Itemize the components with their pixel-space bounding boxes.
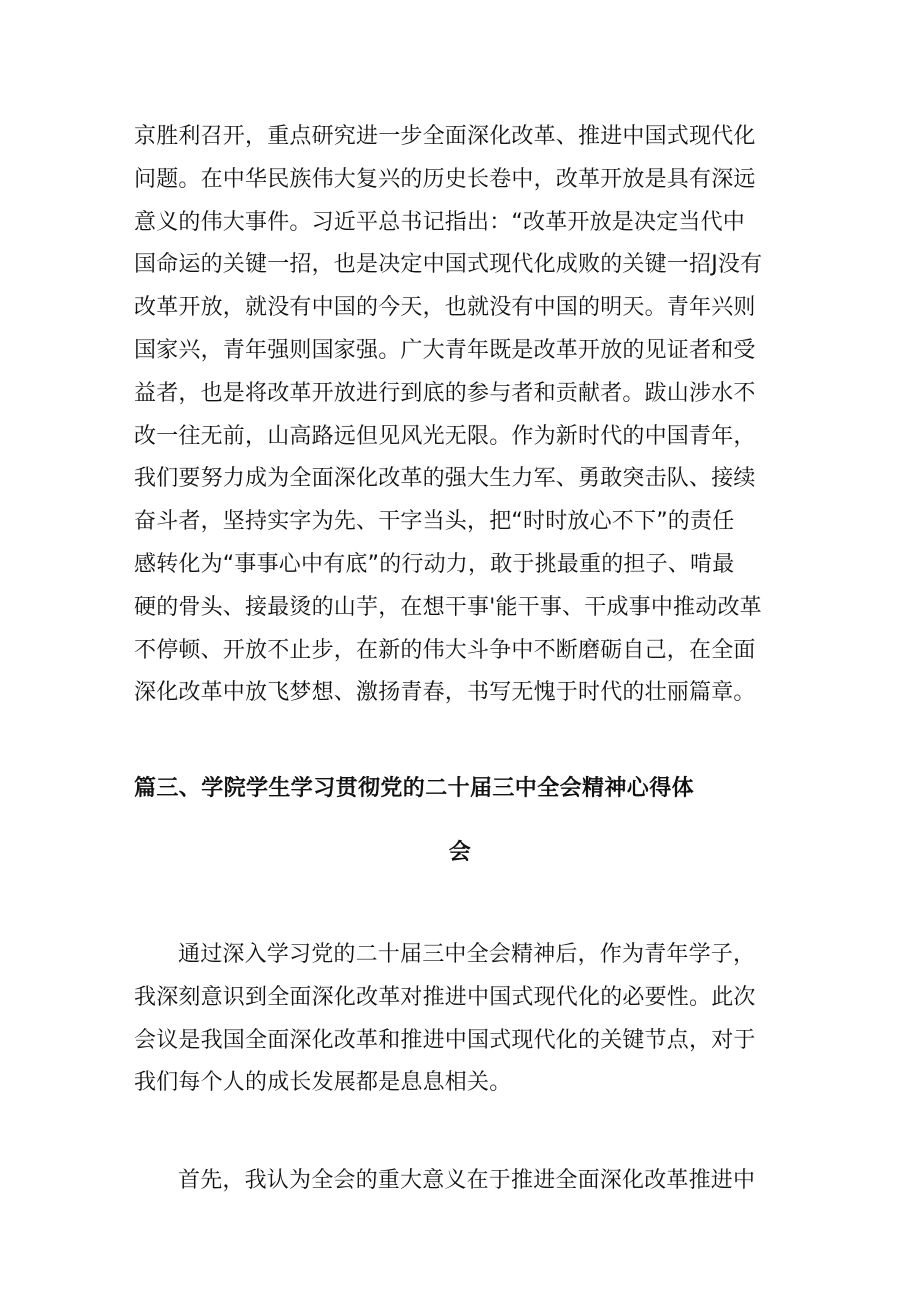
text-line: 我们要努力成为全面深化改革的强大生力军、勇敢突击队、接续 [134,466,756,492]
text-line: 硬的骨头、接最烫的山芋，在想干事'能干事、干成事中推动改革 [134,594,762,620]
body-paragraph-2 [134,934,794,1105]
text-line: 感转化为“事事心中有底”的行动力，敢于挑最重的担子、啃最 [134,551,735,577]
text-line: 奋斗者，坚持实字为先、干字当头，把“时时放心不下”的责任 [134,509,735,535]
text-line: 益者，也是将改革开放进行到底的参与者和贡献者。跋山涉水不 [134,380,756,406]
body-paragraph-1 [134,116,794,715]
text-line: 问题。在中华民族伟大复兴的历史长卷中，改革开放是具有深远 [134,166,756,192]
text-line: 京胜利召开，重点研究进一步全面深化改革、推进中国式现代化 [134,124,756,149]
text-line: 我们每个人的成长发展都是息息相关。 [134,1070,512,1096]
text-line: 我深刻意识到全面深化改革对推进中国式现代化的必要性。此次 [134,984,756,1010]
text-line: 会议是我国全面深化改革和推进中国式现代化的关键节点，对于 [134,1027,756,1053]
text-line: 深化改革中放飞梦想、激扬青春，书写无愧于时代的壮丽篇章。 [134,680,756,706]
section-heading-continuation: 会 [448,840,472,865]
text-line: 不停顿、开放不止步，在新的伟大斗争中不断磨砺自己，在全面 [134,637,756,663]
text-line: 国命运的关键一招，也是决定中国式现代化成败的关键一招J没有 [134,252,763,278]
text-line: 改一往无前，山高路远但见风光无限。作为新时代的中国青年， [134,423,756,449]
text-line: 首先，我认为全会的重大意义在于推进全面深化改革推进中 [178,1168,756,1193]
section-heading: 篇三、学院学生学习贯彻党的二十届三中全会精神心得体 [134,776,695,801]
body-paragraph-3 [134,1160,794,1203]
text-line: 改革开放，就没有中国的今天，也就没有中国的明天。青年兴则 [134,295,756,321]
text-line: 意义的伟大事件。习近平总书记指出：“改革开放是决定当代中 [134,209,745,235]
text-line: 通过深入学习党的二十届三中全会精神后，作为青年学子， [178,942,756,967]
text-line: 国家兴，青年强则国家强。广大青年既是改革开放的见证者和受 [134,337,756,363]
